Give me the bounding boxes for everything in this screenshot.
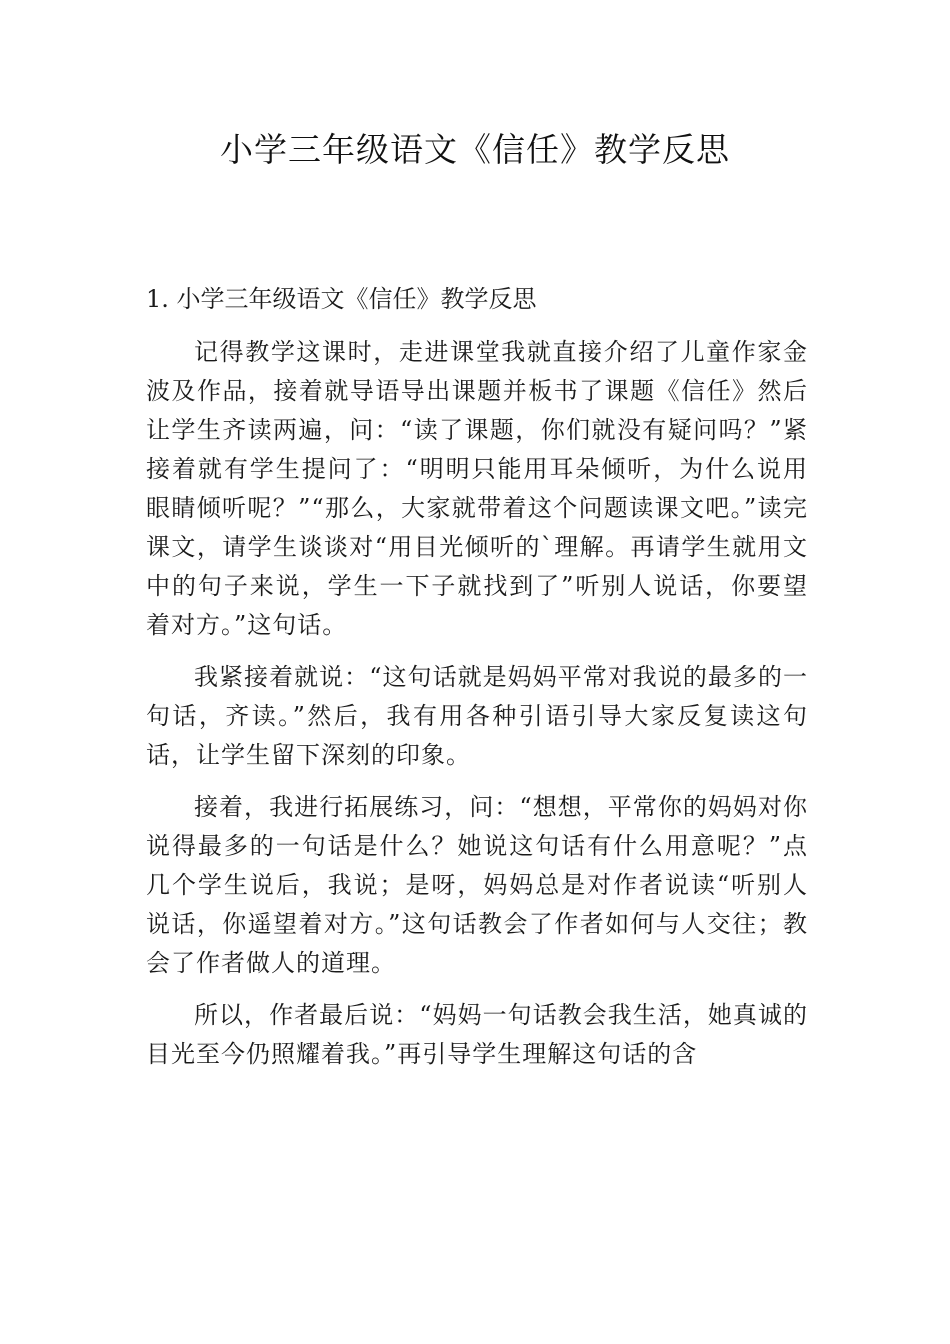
paragraph: 所以，作者最后说：“妈妈一句话教会我生活，她真诚的目光至今仍照耀着我。”再引导学生理解这句话的含 (146, 1001, 808, 1068)
paragraph: 接着，我进行拓展练习，问：“想想，平常你的妈妈对你说得最多的一句话是什么？她说这句话有什么用意呢？”点几个学生说后，我说；是呀，妈妈总是对作者说读“听别人说话，你遥望着对方。”这句话教会了作者如何与人交往；教会了作者做人的道理。 (146, 793, 808, 977)
document-title: 小学三年级语文《信任》教学反思 (220, 130, 730, 169)
section-heading: 1. 小学三年级语文《信任》教学反思 (146, 285, 537, 313)
paragraph: 我紧接着就说：“这句话就是妈妈平常对我说的最多的一句话，齐读。”然后，我有用各种引语引导大家反复读这句话，让学生留下深刻的印象。 (146, 663, 808, 769)
paragraph: 记得教学这课时，走进课堂我就直接介绍了儿童作家金波及作品，接着就导语导出课题并板书了课题《信任》然后让学生齐读两遍，问：“读了课题，你们就没有疑问吗？”紧接着就有学生提问了：“明明只能用耳朵倾听，为什么说用眼睛倾听呢？”“那么，大家就带着这个问题读课文吧。”读完课文，请学生谈谈对“用目光倾听的`理解。再请学生就用文中的句子来说，学生一下子就找到了”听别人说话，你要望着对方。”这句话。 (146, 338, 808, 639)
document-body (146, 280, 808, 1074)
